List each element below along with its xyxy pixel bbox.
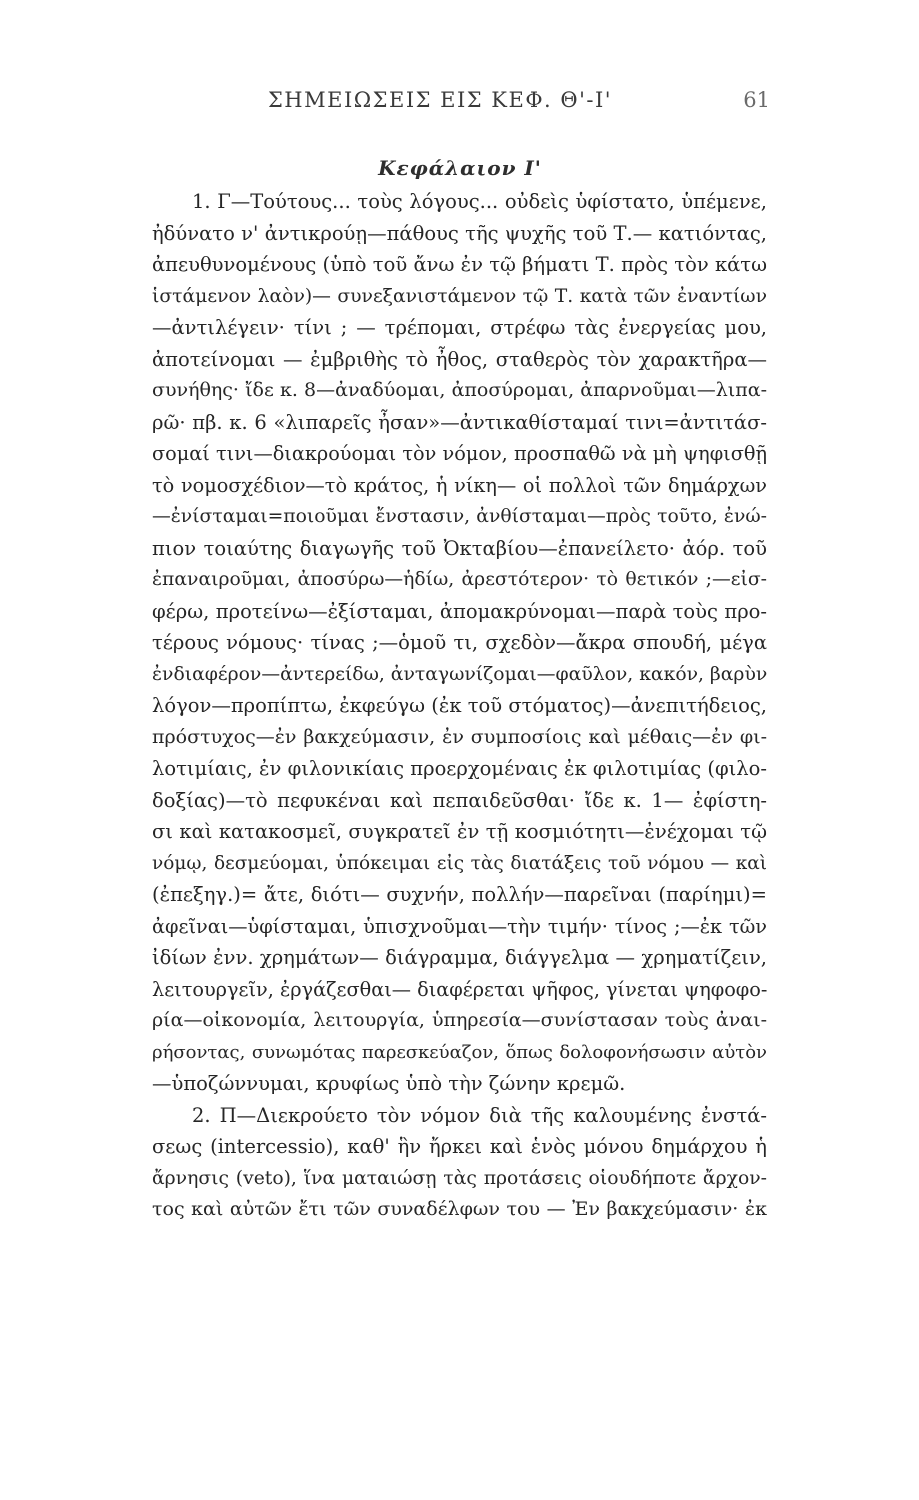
text-line: τος καὶ αὐτῶν ἔτι τῶν συναδέλφων του — Ἐν βακχεύμασιν· ἐκ — [152, 1198, 767, 1220]
text-line: σεως (intercessio), καθ' ἣν ἤρκει καὶ ἑνὸς μόνου δημάρχου ἡ — [152, 1135, 767, 1158]
text-line: τέρους νόμους· τίνας ;—ὁμοῦ τι, σχεδὸν—ἄκρα σπουδή, μέγα — [152, 631, 767, 654]
text-line: 1. Γ—Τούτους... τοὺς λόγους... οὐδεὶς ὑφίστατο, ὑπέμενε, — [192, 190, 767, 213]
text-line: —ἀντιλέγειν· τίνι ; — τρέπομαι, στρέφω τὰς ἐνεργείας μου, — [152, 316, 767, 339]
chapter-heading: Κεφάλαιον Ι' — [378, 156, 542, 180]
text-line: ρία—οἰκονομία, λειτουργία, ὑπηρεσία—συνίστασαν τοὺς ἀναι- — [152, 1009, 767, 1031]
text-line: ἀπευθυνομένους (ὑπὸ τοῦ ἄνω ἐν τῷ βήματι Τ. πρὸς τὸν κάτω — [152, 253, 767, 276]
text-line: πιον τοιαύτης διαγωγῆς τοῦ Ὀκταβίου—ἐπανείλετο· ἀόρ. τοῦ — [152, 536, 767, 560]
text-line: ἱστάμενον λαὸν)— συνεξανιστάμενον τῷ Τ. κατὰ τῶν ἐναντίων — [152, 285, 767, 307]
text-line: —ἐνίσταμαι=ποιοῦμαι ἔνστασιν, ἀνθίσταμαι—πρὸς τοῦτο, ἐνώ- — [152, 506, 767, 527]
text-line: σι καὶ κατακοσμεῖ, συγκρατεῖ ἐν τῇ κοσμιότητι—ἐνέχομαι τῷ — [152, 820, 767, 843]
text-line: φέρω, προτείνω—ἐξίσταμαι, ἀπομακρύνομαι—παρὰ τοὺς προ- — [152, 599, 767, 623]
text-line: ἐνδιαφέρον—ἀντερείδω, ἀνταγωνίζομαι—φαῦλον, κακόν, βαρὺν — [152, 663, 767, 685]
running-title: ΣΗΜΕΙΩΣΕΙΣ ΕΙΣ ΚΕΦ. Θ'-Ι' — [267, 88, 613, 112]
text-line: συνήθης· ἴδε κ. 8—ἀναδύομαι, ἀποσύρομαι, ἀπαρνοῦμαι—λιπα- — [152, 379, 767, 401]
text-line: ἠδύνατο ν' ἀντικρούῃ—πάθους τῆς ψυχῆς τοῦ Τ.— κατιόντας, — [152, 221, 767, 245]
text-line: νόμῳ, δεσμεύομαι, ὑπόκειμαι εἰς τὰς διατάξεις τοῦ νόμου — καὶ — [152, 852, 767, 874]
text-line: λοτιμίαις, ἐν φιλονικίαις προερχομέναις ἐκ φιλοτιμίας (φιλο- — [152, 757, 767, 780]
text-line: ἰδίων ἐνν. χρημάτων— διάγραμμα, διάγγελμα — χρηματίζειν, — [152, 946, 767, 969]
text-line: ρῶ· πβ. κ. 6 «λιπαρεῖς ἦσαν»—ἀντικαθίσταμαί τινι=ἀντιτάσ- — [152, 410, 767, 434]
page-number: 61 — [743, 88, 770, 112]
text-line: λειτουργεῖν, ἐργάζεσθαι— διαφέρεται ψῆφος, γίνεται ψηφοφο- — [152, 977, 767, 1001]
text-line: λόγον—προπίπτω, ἐκφεύγω (ἐκ τοῦ στόματος)—ἀνεπιτήδειος, — [152, 694, 767, 717]
text-line: (ἐπεξηγ.)= ἄτε, διότι— συχνήν, πολλήν—παρεῖναι (παρίημι)= — [152, 883, 767, 906]
text-line: 2. Π—Διεκρούετο τὸν νόμον διὰ τῆς καλουμένης ἐνστά- — [192, 1103, 767, 1127]
text-line: πρόστυχος—ἐν βακχεύμασιν, ἐν συμποσίοις καὶ μέθαις—ἐν φι- — [152, 725, 767, 748]
text-line: δοξίας)—τὸ πεφυκέναι καὶ πεπαιδεῦσθαι· ἴδε κ. 1— ἐφίστη- — [152, 788, 767, 812]
body-text — [152, 186, 767, 1226]
text-line: ρήσοντας, συνωμότας παρεσκεύαζον, ὅπως δολοφονήσωσιν αὐτὸν — [152, 1041, 767, 1063]
text-line: σομαί τινι—διακρούομαι τὸν νόμον, προσπαθῶ νὰ μὴ ψηφισθῇ — [152, 442, 767, 465]
text-line: ἐπαναιροῦμαι, ἀποσύρω—ἡδίω, ἀρεστότερον· τὸ θετικόν ;—εἰσ- — [152, 569, 767, 590]
text-line: τὸ νομοσχέδιον—τὸ κράτος, ἡ νίκη— οἱ πολλοὶ τῶν δημάρχων — [152, 473, 767, 497]
text-line: —ὑποζώννυμαι, κρυφίως ὑπὸ τὴν ζώνην κρεμῶ. — [152, 1072, 626, 1095]
text-line: ἀφεῖναι—ὑφίσταμαι, ὑπισχνοῦμαι—τὴν τιμήν· τίνος ;—ἐκ τῶν — [152, 914, 767, 938]
running-head — [150, 88, 770, 118]
text-line: ἀποτείνομαι — ἐμβριθὴς τὸ ἦθος, σταθερὸς τὸν χαρακτῆρα— — [152, 347, 767, 371]
text-line: ἄρνησις (veto), ἵνα ματαιώσῃ τὰς προτάσεις οἱουδήποτε ἄρχον- — [152, 1167, 767, 1189]
